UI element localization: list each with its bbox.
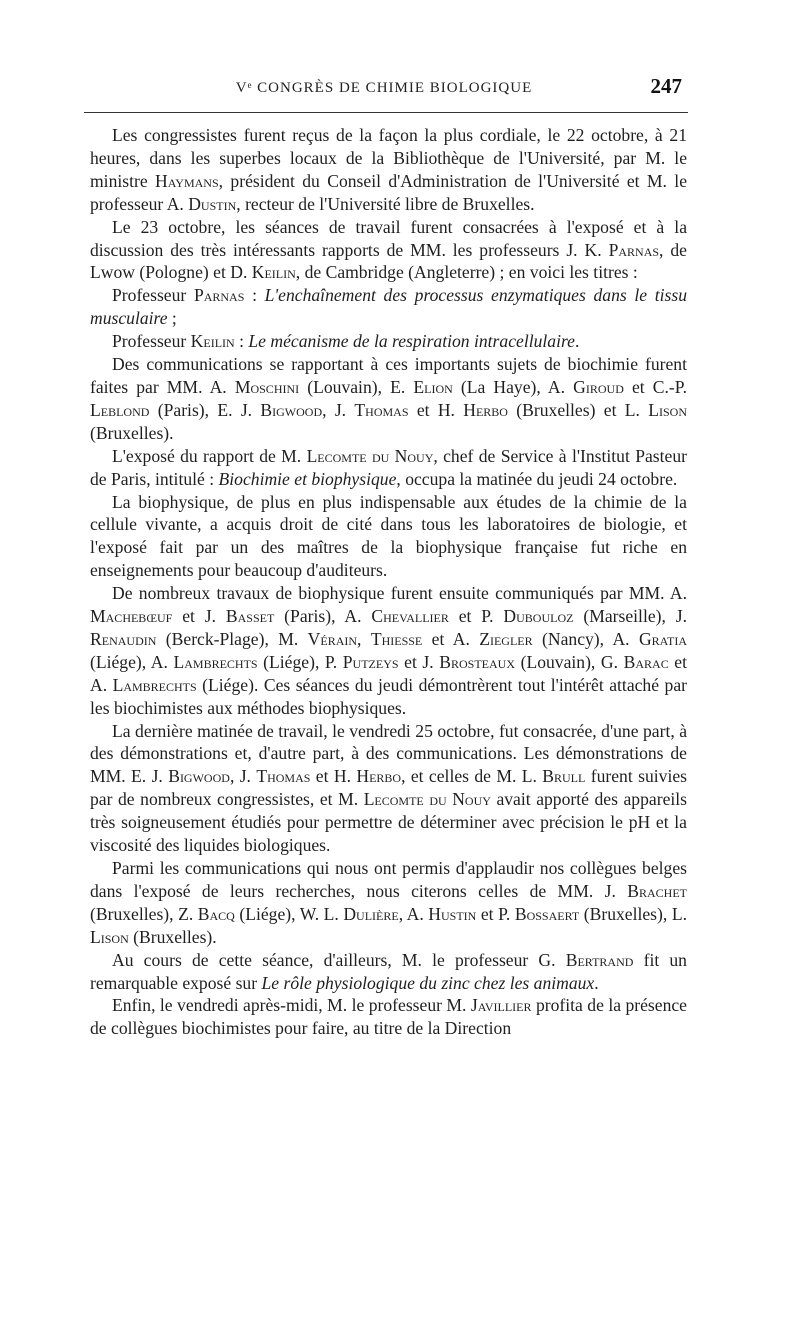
paragraph-last-morning: La dernière matinée de travail, le vendredi 25 octobre, fut consacrée, d'une part, à des démonstrations et, d'autre part, à des communications. Les démonstrations de MM. E. J. Bigwood, J. Thomas et H. Herbo, et celles de M. L. Brull furent suivies par de nombreux congressistes, et M. Lecomte du Nouy avait apporté des appareils très soigneusement étudiés pour permettre de déterminer avec précision le pH et la viscosité des liquides biologiques. — [90, 720, 688, 856]
person-name: Bigwood — [260, 399, 323, 420]
person-name: Dubouloz — [503, 606, 574, 627]
report-title: Le mécanisme de la respiration intracellulaire — [248, 331, 575, 352]
person-name: Bossaert — [514, 903, 580, 924]
paragraph-biophysics: La biophysique, de plus en plus indispensable aux études de la chimie de la cellule vivante, a acquis droit de cité dans tous les laboratoires de biologie, et l'exposé fait par un des maîtres de la biophysique française fut riche en enseignements pour beaucoup d'auditeurs. — [90, 491, 687, 581]
person-name: Lison — [648, 399, 687, 420]
page-header — [84, 74, 684, 104]
person-name: Brull — [542, 766, 586, 787]
person-name: Machebœuf — [90, 606, 173, 627]
person-name: Bacq — [197, 903, 235, 924]
person-name: Lison — [90, 926, 129, 947]
report-title: L'enchaînement des processus enzymatiques dans le tissu musculaire — [90, 285, 688, 329]
paragraph-title-parnas: Professeur Parnas : L'enchaînement des processus enzymatiques dans le tissu musculaire ; — [90, 285, 688, 329]
person-name: Brachet — [627, 880, 687, 901]
person-name: Haymans — [155, 170, 219, 191]
header-rule — [84, 112, 688, 113]
person-name: Herbo — [463, 399, 508, 420]
paragraph-javillier: Enfin, le vendredi après-midi, M. le professeur M. Javillier profita de la présence de collègues biochimistes pour faire, au titre de la Direction — [90, 995, 687, 1039]
person-name: Chevallier — [371, 606, 449, 627]
person-name: Putzeys — [342, 651, 399, 672]
person-name: Herbo — [356, 766, 402, 787]
person-name: Barac — [623, 651, 669, 672]
person-name: Thomas — [256, 766, 311, 787]
body-text — [90, 124, 687, 1040]
person-name: Javillier — [470, 995, 532, 1016]
paragraph-communications: Des communications se rapportant à ces importants sujets de biochimie furent faites par MM. A. Moschini (Louvain), E. Elion (La Haye), A. Giroud et C.-P. Leblond (Paris), E. J. Bigwood, J. Thomas et H. Herbo (Bruxelles) et L. Lison (Bruxelles). — [90, 354, 688, 443]
person-name: Hustin — [428, 903, 477, 924]
person-name: Leblond — [90, 399, 150, 420]
person-name: Brosteaux — [439, 651, 515, 672]
person-name: Moschini — [234, 376, 300, 397]
person-name: Elion — [413, 376, 453, 397]
person-name: Parnas — [608, 239, 660, 260]
person-name: Dulière — [343, 903, 399, 924]
person-name: Vérain — [307, 628, 358, 649]
paragraph-lecomte-report: L'exposé du rapport de M. Lecomte du Nouy, chef de Service à l'Institut Pasteur de Paris, intitulé : Biochimie et biophysique, occupa la matinée du jeudi 24 octobre. — [90, 445, 688, 489]
person-name: Dustin — [188, 193, 237, 214]
person-name: Bigwood — [168, 766, 230, 787]
person-name: Giroud — [573, 376, 624, 397]
paragraph-reception: Les congressistes furent reçus de la façon la plus cordiale, le 22 octobre, à 21 heures, dans les superbes locaux de la Bibliothèque de l'Université, par M. le ministre Haymans, président du Conseil d'Administration de l'Université et M. le professeur A. Dustin, recteur de l'Université libre de Bruxelles. — [90, 125, 688, 214]
person-name: Lecomte du Nouy — [306, 445, 434, 466]
report-title: Le rôle physiologique du zinc chez les animaux — [261, 972, 595, 993]
report-title: Biochimie et biophysique — [218, 468, 397, 489]
person-name: Gratia — [638, 628, 687, 649]
person-name: Ziegler — [479, 628, 533, 649]
paragraph-bertrand: Au cours de cette séance, d'ailleurs, M. le professeur G. Bertrand fit un remarquable exposé sur Le rôle physiologique du zinc chez les animaux. — [90, 949, 687, 993]
paragraph-belgian-colleagues: Parmi les communications qui nous ont permis d'applaudir nos collègues belges dans l'exposé de leurs recherches, nous citerons celles de MM. J. Brachet (Bruxelles), Z. Bacq (Liége), W. L. Dulière, A. Hustin et P. Bossaert (Bruxelles), L. Lison (Bruxelles). — [90, 858, 687, 947]
person-name: Renaudin — [90, 628, 157, 649]
person-name: Lecomte du Nouy — [363, 789, 491, 810]
person-name: Thiesse — [370, 628, 423, 649]
person-name: Keilin — [190, 331, 235, 352]
person-name: Parnas — [193, 285, 245, 306]
page-number: 247 — [650, 74, 682, 98]
person-name: Bertrand — [565, 949, 634, 970]
person-name: Keilin — [251, 262, 296, 283]
person-name: Lambrechts — [112, 674, 197, 695]
person-name: Lambrechts — [173, 651, 258, 672]
paragraph-title-keilin: Professeur Keilin : Le mécanisme de la respiration intracellulaire. — [112, 331, 580, 352]
person-name: Thomas — [354, 399, 409, 420]
paragraph-biophysics-works: De nombreux travaux de biophysique furent ensuite communiqués par MM. A. Machebœuf et J. Basset (Paris), A. Chevallier et P. Dubouloz (Marseille), J. Renaudin (Berck-Plage), M. Vérain, Thiesse et A. Ziegler (Nancy), A. Gratia (Liége), A. Lambrechts (Liége), P. Putzeys et J. Brosteaux (Louvain), G. Barac et A. Lambrechts (Liége). Ces séances du jeudi démontrèrent tout l'intérêt attaché par les biochimistes aux méthodes biophysiques. — [90, 583, 688, 718]
running-title: Vᵉ CONGRÈS DE CHIMIE BIOLOGIQUE — [235, 80, 533, 96]
paragraph-reports: Le 23 octobre, les séances de travail furent consacrées à l'exposé et à la discussion des très intéressants rapports de MM. les professeurs J. K. Parnas, de Lwow (Pologne) et D. Keilin, de Cambridge (Angleterre) ; en voici les titres : — [90, 216, 687, 283]
person-name: Basset — [225, 606, 275, 627]
